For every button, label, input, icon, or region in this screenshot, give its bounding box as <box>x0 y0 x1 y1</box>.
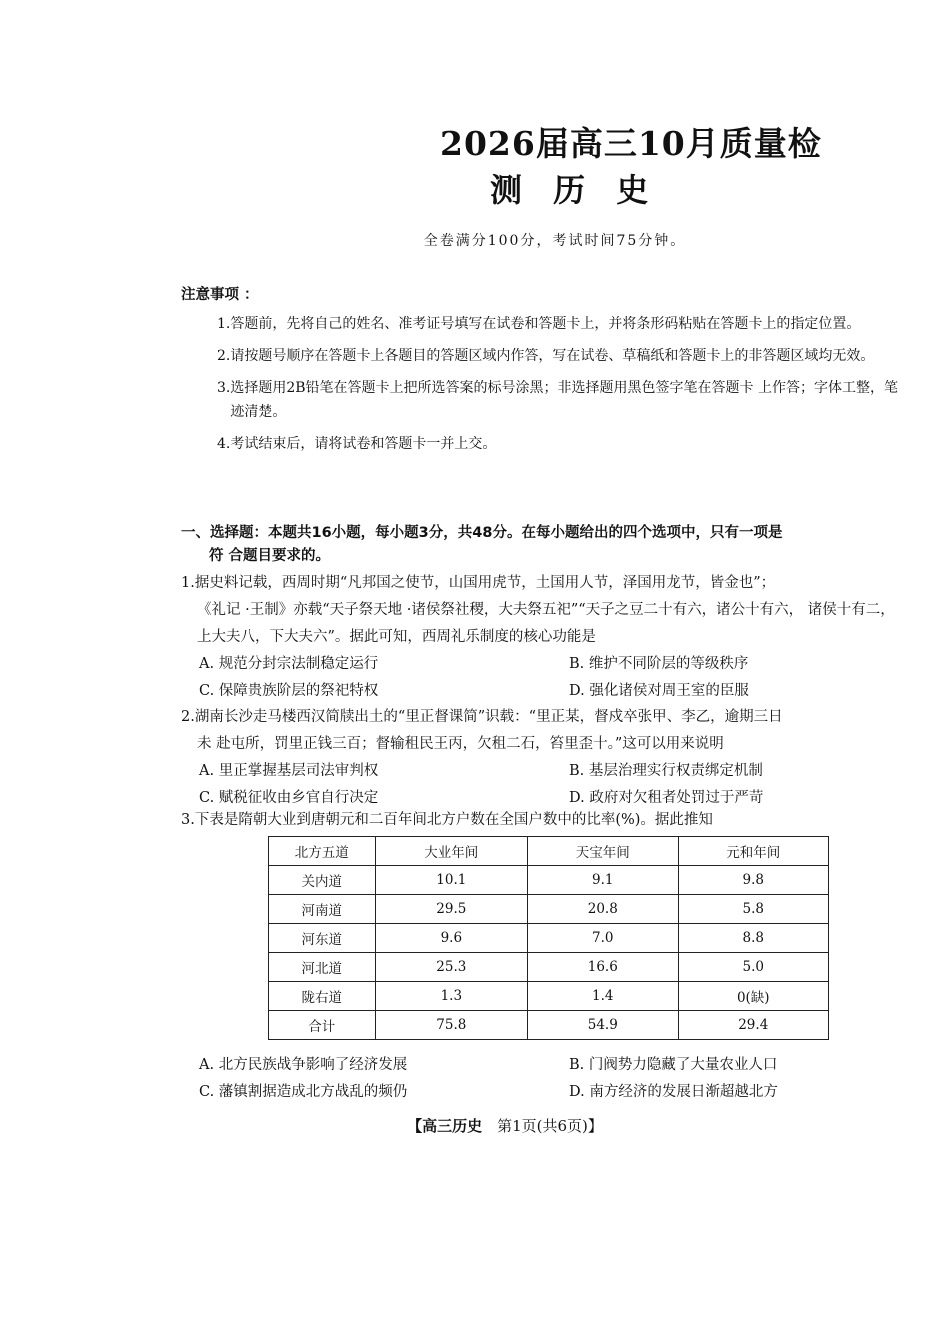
notice-item-text: 选择题用2B铅笔在答题卡上把所选答案的标号涂黑；非选择题用黑色签字笔在答题卡 上作答；字体工整，笔迹清楚。 <box>230 380 899 420</box>
table-cell: 河南道 <box>269 895 376 924</box>
table-cell: 0(缺) <box>678 982 829 1011</box>
table-cell: 河北道 <box>269 953 376 982</box>
option-b[interactable]: B. 维护不同阶层的等级秩序 <box>569 656 749 672</box>
table-cell: 54.9 <box>528 1011 678 1040</box>
question-options <box>181 1052 901 1106</box>
option-c[interactable]: C. 保障贵族阶层的祭祀特权 <box>199 683 379 699</box>
table-cell: 75.8 <box>375 1011 527 1040</box>
table-cell: 7.0 <box>528 924 678 953</box>
notice-item <box>217 376 907 424</box>
table-row <box>269 895 829 924</box>
table-cell: 1.4 <box>528 982 678 1011</box>
table-cell: 合计 <box>269 1011 376 1040</box>
question-stem: 1.据史料记载，西周时期“凡邦国之使节，山国用虎节，土国用人节，泽国用龙节，皆金也”； <box>181 575 776 591</box>
section-heading-line2: 符 合题目要求的。 <box>209 548 331 564</box>
table-row <box>269 982 829 1011</box>
notice-list <box>217 312 907 464</box>
data-table <box>268 836 829 1040</box>
question-options <box>181 758 901 812</box>
table-header-cell: 北方五道 <box>269 837 376 866</box>
notice-item-text: 请按题号顺序在答题卡上各题目的答题区域内作答，写在试卷、草稿纸和答题卡上的非答题区域均无效。 <box>230 348 875 364</box>
table-cell: 1.3 <box>375 982 527 1011</box>
table-cell: 9.1 <box>528 866 678 895</box>
table-header-row <box>269 837 829 866</box>
question-stem: 3.下表是隋朝大业到唐朝元和二百年间北方户数在全国户数中的比率(%)。据此推知 <box>181 812 713 828</box>
notice-item <box>217 344 907 368</box>
option-b[interactable]: B. 门阀势力隐藏了大量农业人口 <box>569 1057 778 1073</box>
question-1 <box>181 570 901 705</box>
section-heading-line1: 一、选择题：本题共16小题，每小题3分，共48分。在每小题给出的四个选项中，只有一项是 <box>181 525 783 541</box>
table-cell: 5.0 <box>678 953 829 982</box>
notice-item-text: 答题前，先将自己的姓名、准考证号填写在试卷和答题卡上，并将条形码粘贴在答题卡上的指定位置。 <box>230 316 861 332</box>
question-stem-continued: 未 赴屯所，罚里正钱三百；督输租民王丙，欠租二石，笞里歪十。”这可以用来说明 <box>197 736 724 752</box>
exam-subject: 测 历 史 <box>490 171 659 209</box>
question-3-options-block <box>181 1052 901 1106</box>
notice-item-number: 3. <box>217 380 231 396</box>
exam-info: 全卷满分100分，考试时间75分钟。 <box>423 233 687 249</box>
option-a[interactable]: A. 里正掌握基层司法审判权 <box>199 763 379 779</box>
table-cell: 陇右道 <box>269 982 376 1011</box>
table-cell: 5.8 <box>678 895 829 924</box>
table-cell: 9.8 <box>678 866 829 895</box>
exam-title: 2026届高三10月质量检 <box>440 124 822 163</box>
table-cell: 29.5 <box>375 895 527 924</box>
table-cell: 河东道 <box>269 924 376 953</box>
table-cell: 10.1 <box>375 866 527 895</box>
table-cell: 16.6 <box>528 953 678 982</box>
table-row <box>269 1011 829 1040</box>
page-footer <box>0 1115 950 1136</box>
footer-page-number: 第1页(共6页)】 <box>482 1117 603 1135</box>
notice-title: 注意事项 ： <box>181 287 259 303</box>
notice-item-number: 4. <box>217 436 231 452</box>
notice-item-number: 2. <box>217 348 231 364</box>
notice-item-number: 1. <box>217 316 231 332</box>
table-row <box>269 866 829 895</box>
table-header-cell: 天宝年间 <box>528 837 678 866</box>
option-b[interactable]: B. 基层治理实行权责绑定机制 <box>569 763 763 779</box>
table-header-cell: 元和年间 <box>678 837 829 866</box>
table-cell: 8.8 <box>678 924 829 953</box>
footer-subject: 【高三历史 <box>407 1117 483 1135</box>
table-cell: 25.3 <box>375 953 527 982</box>
option-d[interactable]: D. 政府对欠租者处罚过于严苛 <box>569 790 764 806</box>
notice-item <box>217 432 907 456</box>
table-header-cell: 大业年间 <box>375 837 527 866</box>
question-3 <box>181 807 901 834</box>
option-d[interactable]: D. 强化诸侯对周王室的臣服 <box>569 683 749 699</box>
question-stem-continued: 《礼记 ·王制》亦载“天子祭天地 ·诸侯祭社稷，大夫祭五祀”“天子之豆二十有六，诸公十有六， 诸侯十有二，上大夫八，下大夫六”。据此可知，西周礼乐制度的核心功能是 <box>197 602 895 645</box>
option-c[interactable]: C. 赋税征收由乡官自行决定 <box>199 790 379 806</box>
table-cell: 9.6 <box>375 924 527 953</box>
question-options <box>181 651 901 705</box>
question-2 <box>181 704 901 812</box>
notice-item-text: 考试结束后，请将试卷和答题卡一并上交。 <box>230 436 497 452</box>
section-heading <box>181 522 901 568</box>
table-cell: 关内道 <box>269 866 376 895</box>
table-row <box>269 953 829 982</box>
option-a[interactable]: A. 规范分封宗法制稳定运行 <box>199 656 379 672</box>
table-cell: 29.4 <box>678 1011 829 1040</box>
table-cell: 20.8 <box>528 895 678 924</box>
table-row <box>269 924 829 953</box>
notice-item <box>217 312 907 336</box>
option-d[interactable]: D. 南方经济的发展日渐超越北方 <box>569 1084 778 1100</box>
question-stem: 2.湖南长沙走马楼西汉简牍出土的“里正督课简”识载：“里正某，督戍卒张甲、李乙，逾期三日 <box>181 709 783 725</box>
option-a[interactable]: A. 北方民族战争影响了经济发展 <box>199 1057 408 1073</box>
option-c[interactable]: C. 藩镇割据造成北方战乱的频仍 <box>199 1084 408 1100</box>
